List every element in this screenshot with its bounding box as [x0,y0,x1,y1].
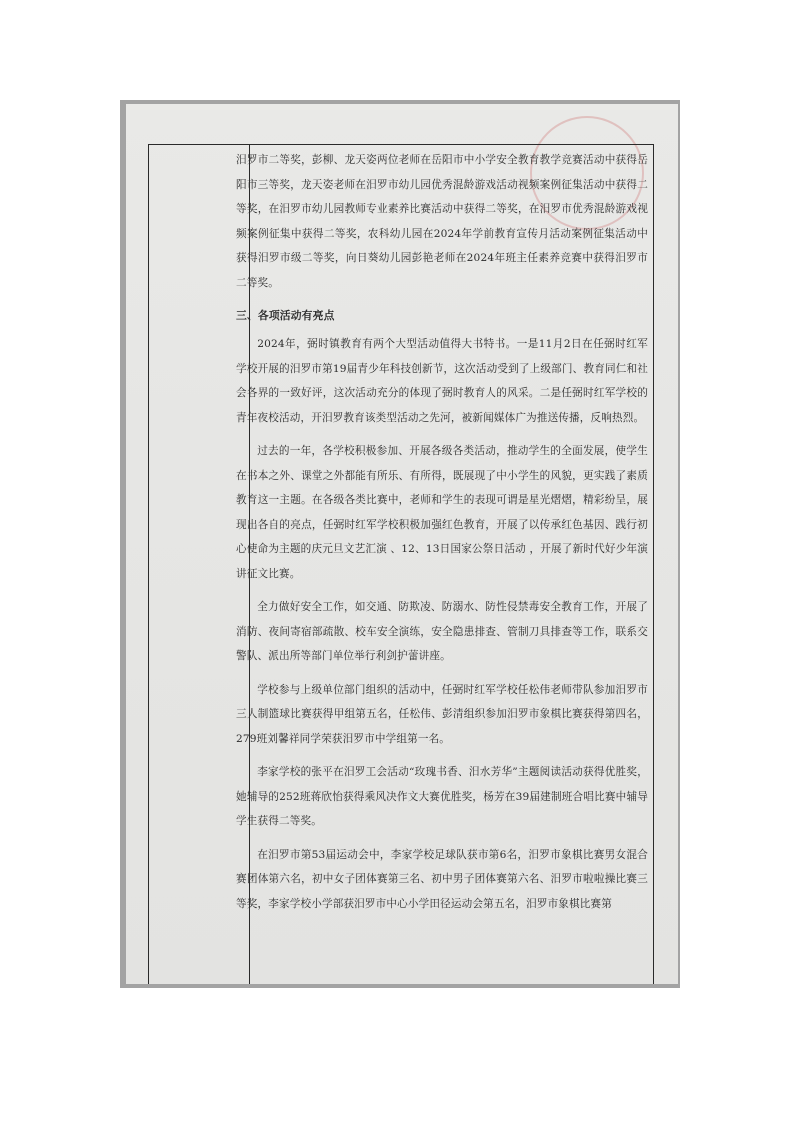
body-paragraph: 学校参与上级单位部门组织的活动中，任弼时红军学校任松伟老师带队参加汨罗市三人制篮球比赛获得甲组第五名，任松伟、彭清组织参加汨罗市象棋比赛获得第四名，279班刘馨祥同学荣获汨罗市中学组第一名。 [236,683,648,745]
document-page [126,104,678,984]
body-paragraph: 过去的一年，各学校积极参加、开展各级各类活动，推动学生的全面发展，使学生在书本之外、课堂之外都能有所乐、有所得，既展现了中小学生的风貌，更实践了素质教育这一主题。在各级各类比赛中，老师和学生的表现可谓是星光熠熠，精彩纷呈，展现出各自的亮点，任弼时红军学校积极加强红色教育，开展了以传承红色基因、践行初心使命为主题的庆元旦文艺汇演 、12、13日国家公祭日活动 ，开展了新时代好少年演讲征文比赛。 [236,445,648,580]
body-paragraph: 全力做好安全工作，如交通、防欺凌、防溺水、防性侵禁毒安全教育工作，开展了消防、夜间寄宿部疏散、校车安全演练，安全隐患排查、管制刀具排查等工作，联系交警队、派出所等部门单位举行利剑护蕾讲座。 [236,601,648,662]
section-heading: 三、各项活动有亮点 [236,309,335,322]
table-content-cell [236,148,648,925]
body-paragraph: 李家学校的张平在汨罗工会活动“玫瑰书香、汨水芳华”主题阅读活动获得优胜奖，她辅导的252班蒋欣怡获得乘风决作文大赛优胜奖，杨芳在39届建制班合唱比赛中辅导学生获得二等奖。 [236,766,648,827]
body-paragraph: 在汨罗市第53届运动会中，李家学校足球队获市第6名，汨罗市象棋比赛男女混合赛团体第六名，初中女子团体赛第三名、初中男子团体赛第六名、汨罗市啦啦操比赛三等奖，李家学校小学部获汨罗市中心小学田径运动会第五名，汨罗市象棋比赛第 [236,848,648,910]
body-paragraph: 2024年，弼时镇教育有两个大型活动值得大书特书。一是11月2日在任弼时红军学校开展的汨罗市第19届青少年科技创新节，这次活动受到了上级部门、教育同仁和社会各界的一致好评，这次活动充分的体现了弼时教育人的风采。二是任弼时红军学校的青年夜校活动，开汨罗教育该类型活动之先河，被新闻媒体广为推送传播，反响热烈。 [236,338,648,424]
body-paragraph: 汨罗市二等奖，彭柳、龙天姿两位老师在岳阳市中小学安全教育教学竞赛活动中获得岳阳市三等奖，龙天姿老师在汨罗市幼儿园优秀混龄游戏活动视频案例征集活动中获得二等奖，在汨罗市幼儿园教师专业素养比赛活动中获得二等奖，在汨罗市优秀混龄游戏视频案例征集中获得二等奖，农科幼儿园在2024年学前教育宣传月活动案例征集活动中获得汨罗市级二等奖，向日葵幼儿园彭艳老师在2024年班主任素养竞赛中获得汨罗市二等奖。 [236,154,648,289]
table-label-column [149,145,250,984]
